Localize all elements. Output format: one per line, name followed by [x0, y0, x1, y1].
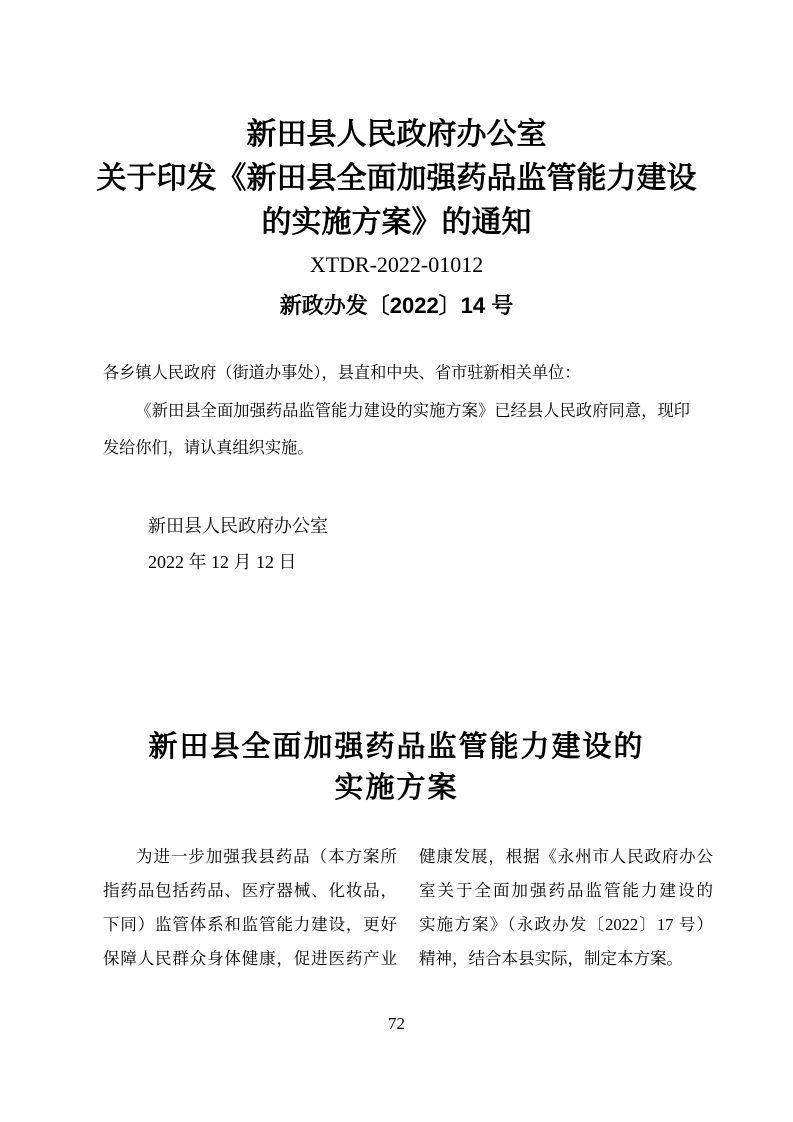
signer-name: 新田县人民政府办公室 — [148, 516, 328, 536]
notice-body — [103, 355, 690, 468]
plan-right-line-1: 健康发展，根据《永州市人民政府办公 — [419, 847, 713, 866]
notice-title-line-1: 新田县人民政府办公室 — [246, 118, 547, 151]
plan-right-line-3: 实施方案》（永政办发〔2022〕17 号） — [419, 915, 713, 934]
plan-title-line-1: 新田县全面加强药品监管能力建设的 — [148, 731, 645, 763]
body-line-2: 发给你们，请认真组织实施。 — [103, 439, 314, 457]
body-line-1: 《新田县全面加强药品监管能力建设的实施方案》已经县人民政府同意，现印 — [135, 401, 690, 420]
page-number: 72 — [388, 1014, 405, 1033]
issue-number: 新政办发〔2022〕14 号 — [279, 293, 514, 318]
document-code: XTDR-2022-01012 — [309, 252, 484, 277]
plan-column-right — [419, 840, 713, 976]
plan-title — [0, 727, 793, 809]
notice-title-line-3: 的实施方案》的通知 — [261, 206, 532, 239]
plan-left-line-4: 保障人民群众身体健康，促进医药产业 — [103, 949, 397, 968]
plan-column-left — [103, 840, 397, 976]
plan-left-line-1: 为进一步加强我县药品（本方案所 — [136, 847, 397, 866]
plan-right-line-2: 室关于全面加强药品监管能力建设的 — [419, 881, 713, 900]
notice-title-line-2: 关于印发《新田县全面加强药品监管能力建设 — [96, 162, 697, 195]
salutation-line: 各乡镇人民政府（街道办事处），县直和中央、省市驻新相关单位： — [103, 364, 581, 382]
signature-date: 2022 年 12 月 12 日 — [148, 552, 297, 572]
plan-left-line-3: 下同）监管体系和监管能力建设，更好 — [103, 915, 397, 934]
plan-intro-columns — [103, 840, 713, 976]
plan-left-line-2: 指药品包括药品、医疗器械、化妆品， — [103, 881, 397, 900]
notice-title — [0, 113, 793, 245]
plan-right-line-4: 精神，结合本县实际，制定本方案。 — [419, 949, 683, 968]
plan-title-line-2: 实施方案 — [334, 772, 459, 804]
signature-block — [148, 508, 328, 580]
